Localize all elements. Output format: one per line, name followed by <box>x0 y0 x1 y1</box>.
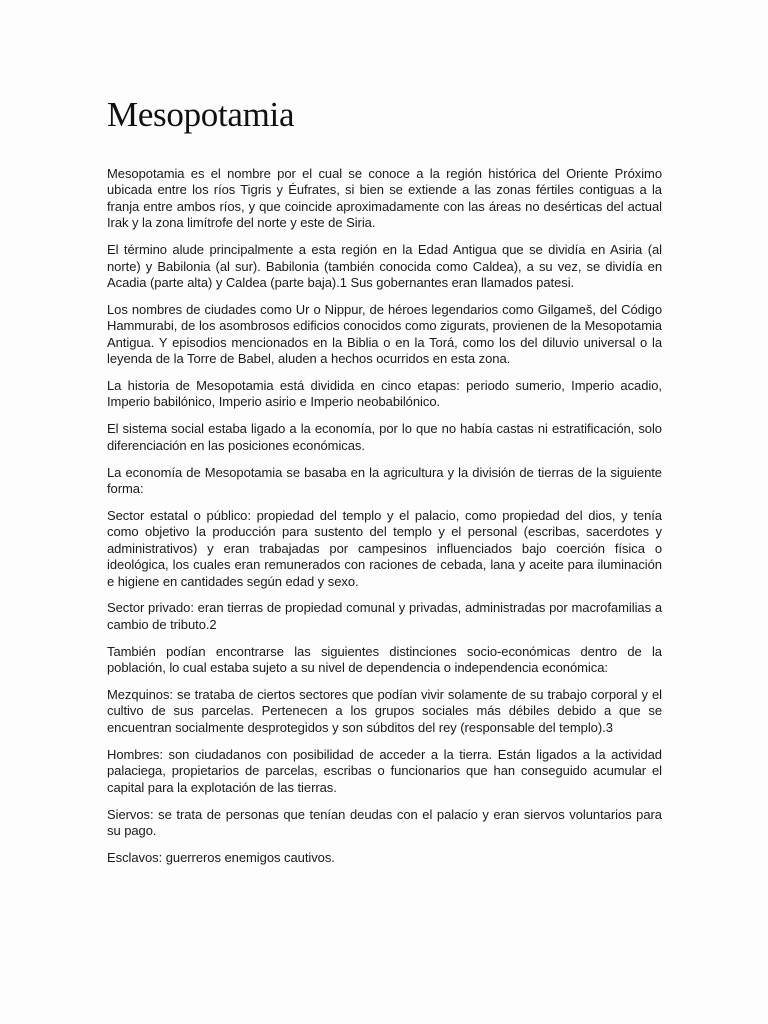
document-title: Mesopotamia <box>107 95 295 134</box>
paragraph-private-sector: Sector privado: eran tierras de propiedad comunal y privadas, administradas por macrofamilias a cambio de tributo.2 <box>107 600 662 632</box>
document-body <box>107 92 662 877</box>
paragraph-history: La historia de Mesopotamia está dividida en cinco etapas: periodo sumerio, Imperio acadio, Imperio babilónico, Imperio asirio e Imperio neobabilónico. <box>107 377 662 410</box>
paragraph-esclavos: Esclavos: guerreros enemigos cautivos. <box>107 849 335 865</box>
paragraph-intro: Mesopotamia es el nombre por el cual se conoce a la región histórica del Oriente Próximo ubicada entre los ríos Tigris y Éufrates, si bien se extiende a las zonas fértiles contiguas a la franja entre ambos ríos, y que coincide aproximadamente con las áreas no desérticas del actual Irak y la zona limítrofe del norte y este de Siria. <box>107 166 662 231</box>
paragraph-social-system: El sistema social estaba ligado a la economía, por lo que no había castas ni estratificación, solo diferenciación en las posiciones económicas. <box>107 421 662 453</box>
paragraph-hombres: Hombres: son ciudadanos con posibilidad de acceder a la tierra. Están ligados a la actividad palaciega, propietarios de parcelas, escribas o funcionarios que han conseguido acumular el capital para la explotación de las tierras. <box>107 746 662 795</box>
paragraph-distinctions: También podían encontrarse las siguientes distinciones socio-económicas dentro de la población, lo cual estaba sujeto a su nivel de dependencia o independencia económica: <box>107 643 662 676</box>
paragraph-siervos: Siervos: se trata de personas que tenían deudas con el palacio y eran siervos voluntarios para su pago. <box>107 806 662 838</box>
paragraph-public-sector: Sector estatal o público: propiedad del templo y el palacio, como propiedad del dios, y tenía como objetivo la producción para sustento del templo y el personal (escribas, sacerdotes y administrativos) y eran trabajadas por campesinos influenciados bajo coerción física o ideológica, los cuales eran remunerados con raciones de cebada, lana y aceite para iluminación e higiene en cantidades según edad y sexo. <box>107 507 662 589</box>
paragraph-economy: La economía de Mesopotamia se basaba en la agricultura y la división de tierras de la siguiente forma: <box>107 464 662 496</box>
paragraph-term: El término alude principalmente a esta región en la Edad Antigua que se dividía en Asiria (al norte) y Babilonia (al sur). Babilonia (también conocida como Caldea), a su vez, se dividía en Acadia (parte alta) y Caldea (parte baja).1 Sus gobernantes eran llamados patesi. <box>107 242 662 290</box>
paragraph-cities: Los nombres de ciudades como Ur o Nippur, de héroes legendarios como Gilgameš, del Código Hammurabi, de los asombrosos edificios conocidos como zigurats, provienen de la Mesopotamia Antigua. Y episodios mencionados en la Biblia o en la Torá, como los del diluvio universal o la leyenda de la Torre de Babel, aluden a hechos ocurridos en esta zona. <box>107 301 662 367</box>
paragraph-mezquinos: Mezquinos: se trataba de ciertos sectores que podían vivir solamente de su trabajo corporal y el cultivo de sus parcelas. Pertenecen a los grupos sociales más débiles debido a que se encuentran socialmente desprotegidos y son súbditos del rey (responsable del templo).3 <box>107 687 662 735</box>
